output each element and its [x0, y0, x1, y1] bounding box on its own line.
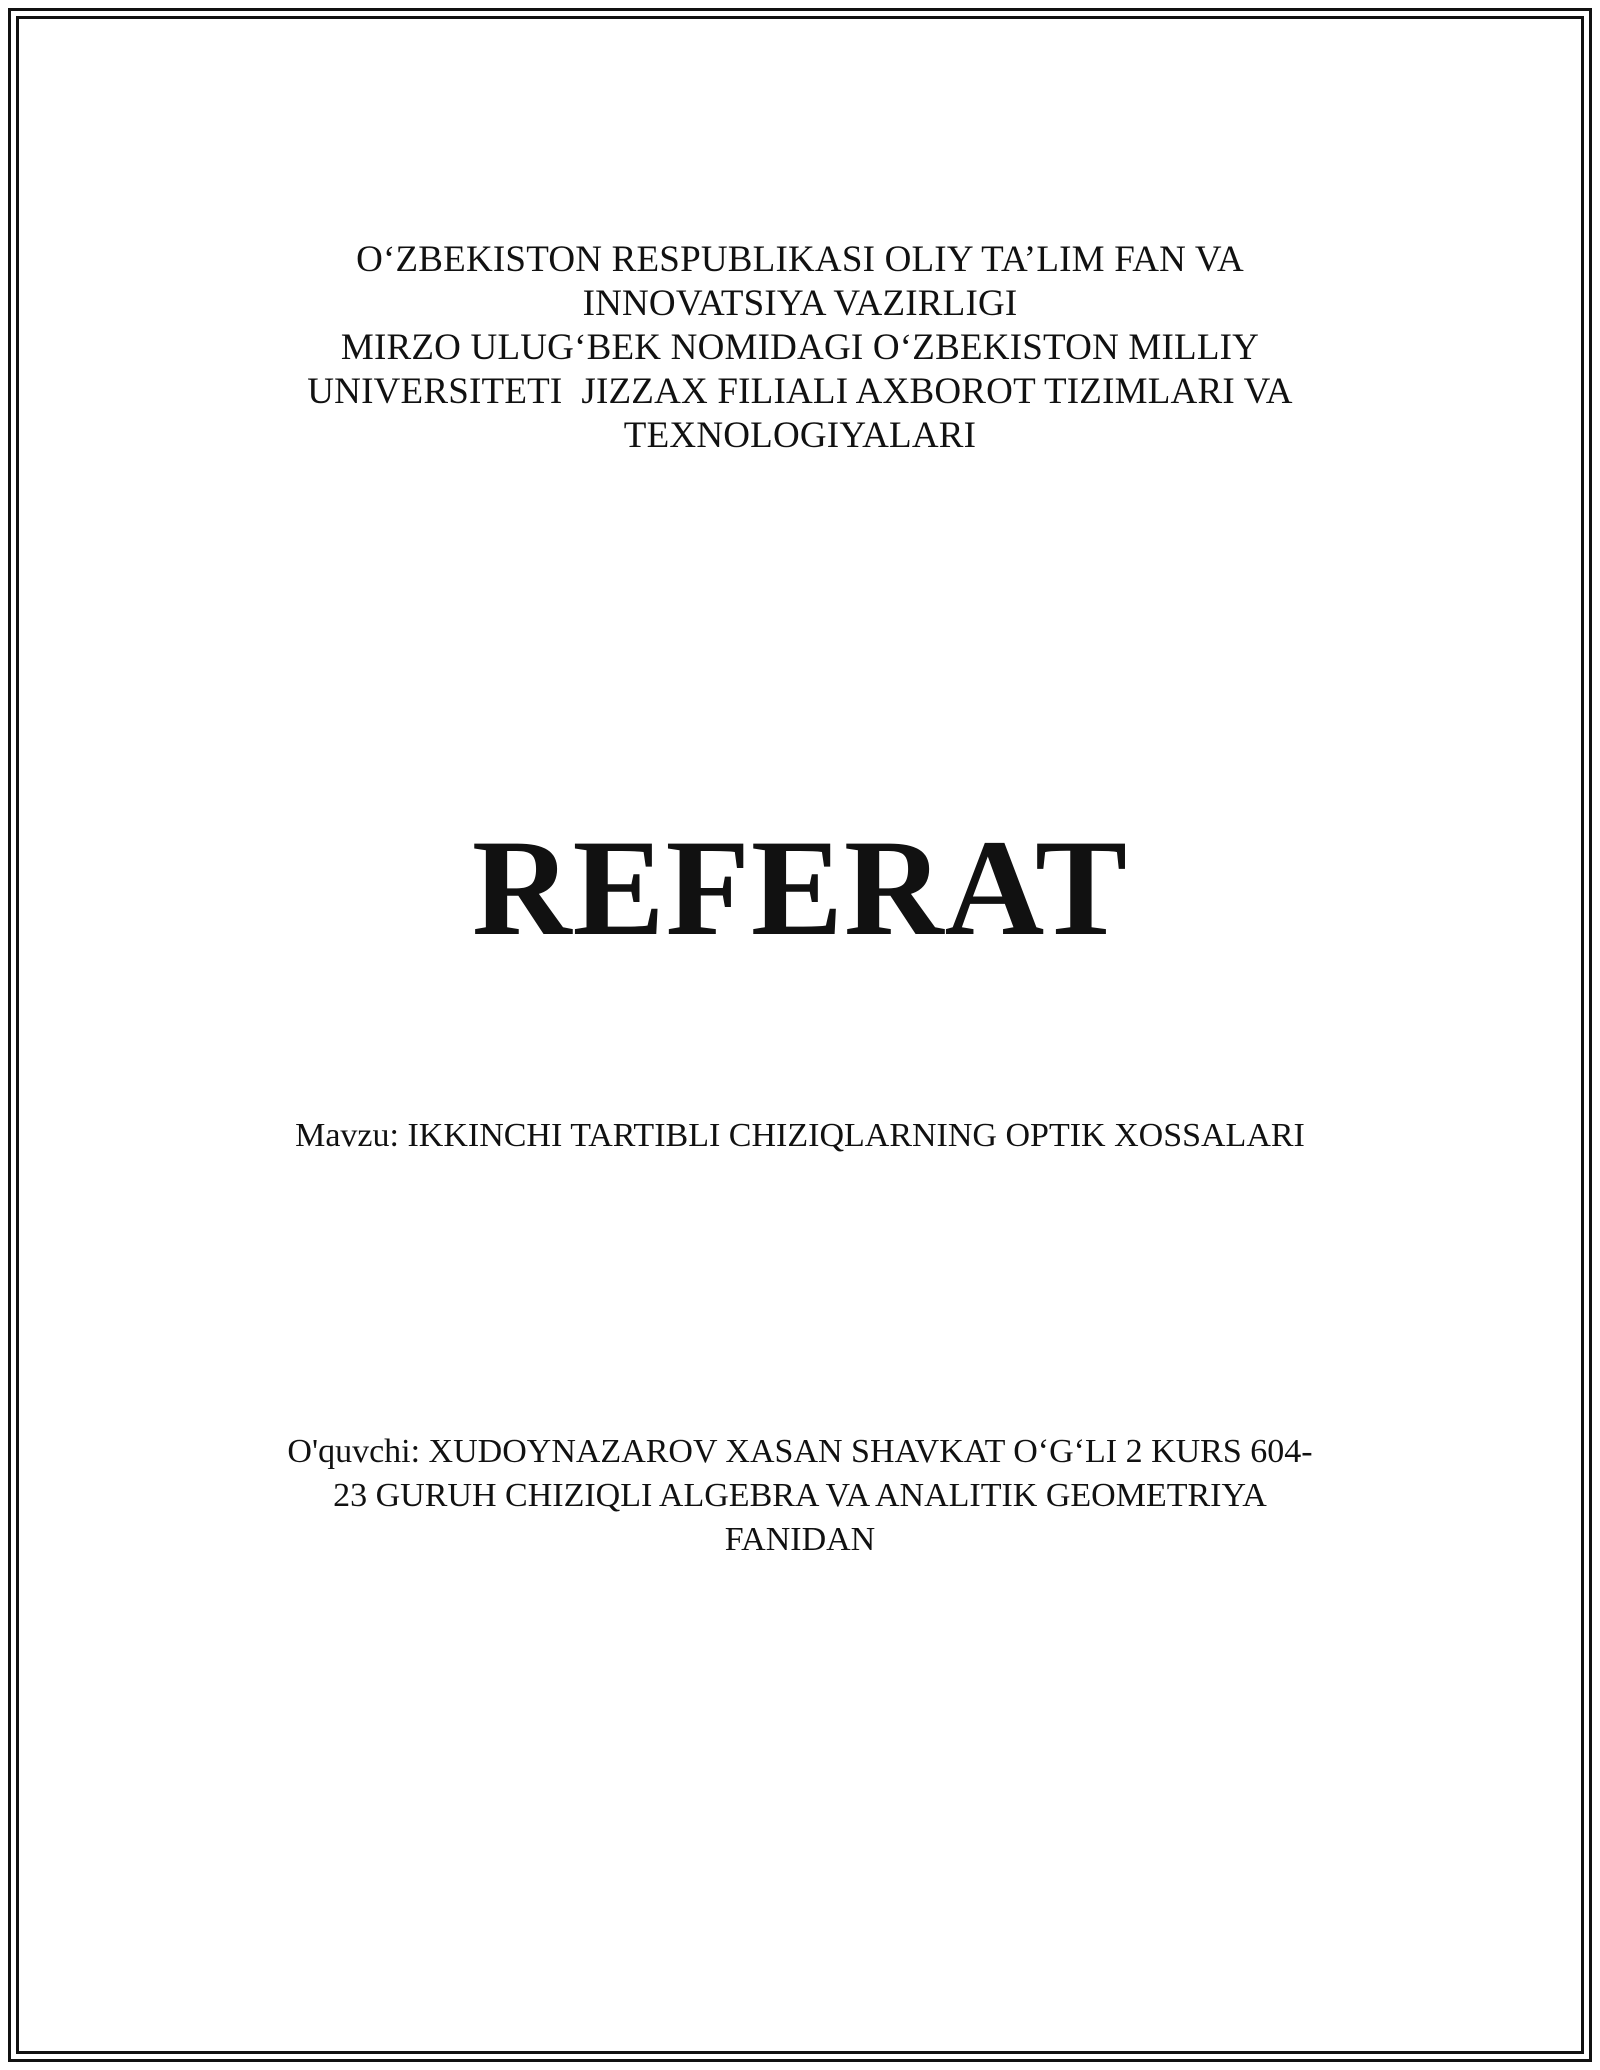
student-line: O'quvchi: XUDOYNAZAROV XASAN SHAVKAT O‘G‘LI 2 KURS 604- — [287, 1433, 1313, 1470]
student-line: FANIDAN — [724, 1521, 876, 1558]
header-line: MIRZO ULUG‘BEK NOMIDAGI O‘ZBEKISTON MILLIY — [340, 327, 1260, 368]
topic-line: Mavzu: IKKINCHI TARTIBLI CHIZIQLARNING OPTIK XOSSALARI — [295, 1117, 1305, 1154]
header-line: INNOVATSIYA VAZIRLIGI — [582, 283, 1018, 324]
header-line: UNIVERSITETI JIZZAX FILIALI AXBOROT TIZIMLARI VA — [307, 371, 1293, 412]
student-info — [200, 1430, 1400, 1562]
header-line: O‘ZBEKISTON RESPUBLIKASI OLIY TA’LIM FAN VA — [356, 239, 1244, 280]
student-line: 23 GURUH CHIZIQLI ALGEBRA VA ANALITIK GEOMETRIYA — [333, 1477, 1267, 1514]
institution-header — [200, 238, 1400, 458]
document-title: REFERAT — [471, 811, 1129, 964]
header-line: TEXNOLOGIYALARI — [623, 415, 977, 456]
